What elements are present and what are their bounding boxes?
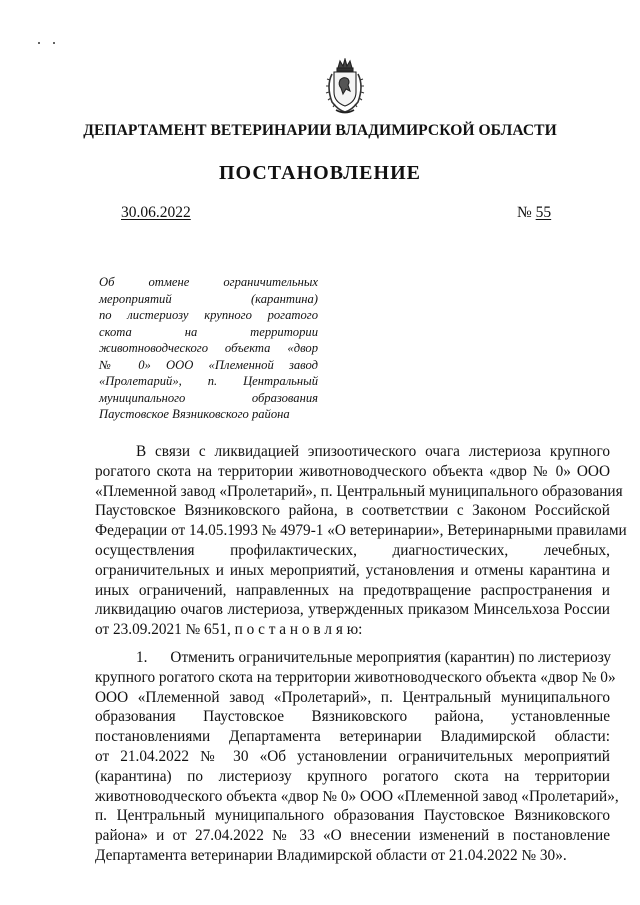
subject-line: по листериозу крупного рогатого (99, 308, 318, 322)
clause-line: животноводческого объекта «двор № 0» ООО «Племенной завод «Пролетарий», (95, 787, 619, 805)
clause-line: п. Центральный муниципального образования Паустовское Вязниковского (95, 807, 610, 825)
clause-line: района» и от 27.04.2022 № 33 «О внесении изменений в постановление (95, 827, 610, 845)
clause-line: 1. Отменить ограничительные мероприятия (карантин) по листериозу (136, 648, 612, 666)
preamble-line: Федерации от 14.05.1993 № 4979-1 «О ветеринарии», Ветеринарными правилами (95, 522, 627, 540)
clause-line: (карантина) по листериозу крупного рогатого скота на территории (95, 767, 610, 785)
preamble-line: «Племенной завод «Пролетарий», п. Центральный муниципального образования (95, 482, 623, 500)
document-number (517, 204, 551, 222)
subject-line: Об отмене ограничительных (99, 275, 318, 289)
subject-line: животноводческого объекта «двор (99, 341, 318, 355)
preamble-line: ограничительных и иных мероприятий, установления и отмены карантина и (95, 561, 610, 579)
subject-line: № 0» ООО «Племенной завод (99, 357, 318, 372)
number-prefix: № (517, 204, 532, 221)
subject-line: Паустовское Вязниковского района (99, 407, 290, 421)
subject-line: мероприятий (карантина) (99, 291, 318, 306)
preamble-line: от 23.09.2021 № 651, п о с т а н о в л я ю: (95, 621, 363, 639)
scan-speck (53, 42, 55, 44)
preamble-line: рогатого скота на территории животноводческого объекта «двор № 0» ООО (95, 462, 610, 480)
preamble-line: осуществления профилактических, диагностических, лечебных, (95, 541, 610, 559)
subject-line: муниципального образования (99, 390, 318, 405)
department-name: ДЕПАРТАМЕНТ ВЕТЕРИНАРИИ ВЛАДИМИРСКОЙ ОБЛАСТИ (83, 122, 557, 139)
clause-line: Департамента ветеринарии Владимирской области от 21.04.2022 № 30». (95, 846, 567, 864)
document-date: 30.06.2022 (121, 204, 191, 221)
document-type-title: ПОСТАНОВЛЕНИЕ (219, 162, 421, 184)
preamble-line: ликвидацию очагов листериоза, утвержденных приказом Минсельхоза России (95, 601, 610, 619)
number-value: 55 (535, 204, 552, 221)
subject-line: скота на территории (99, 324, 318, 339)
preamble-line: иных ограничений, направленных на предотвращение распространения и (95, 581, 610, 599)
preamble-line: В связи с ликвидацией эпизоотического очага листериоза крупного (136, 443, 610, 460)
clause-line: образования Паустовское Вязниковского района, установленные (95, 708, 610, 726)
document-body (95, 442, 627, 866)
preamble-line: Паустовское Вязниковского района, в соответствии с Законом Российской (95, 502, 610, 520)
clause-line: постановлениями Департамента ветеринарии Владимирской области: (95, 728, 610, 746)
subject-line: «Пролетарий», п. Центральный (99, 374, 318, 388)
clause-line: от 21.04.2022 № 30 «Об установлении ограничительных мероприятий (95, 747, 610, 765)
scan-speck (38, 42, 40, 44)
clause-line: крупного рогатого скота на территории животноводческого объекта «двор № 0» (95, 668, 616, 686)
paragraph-gap (95, 640, 610, 648)
clause-line: ООО «Племенной завод «Пролетарий», п. Центральный муниципального (95, 688, 610, 706)
subject-block (99, 274, 318, 423)
coat-of-arms-icon (322, 58, 368, 116)
